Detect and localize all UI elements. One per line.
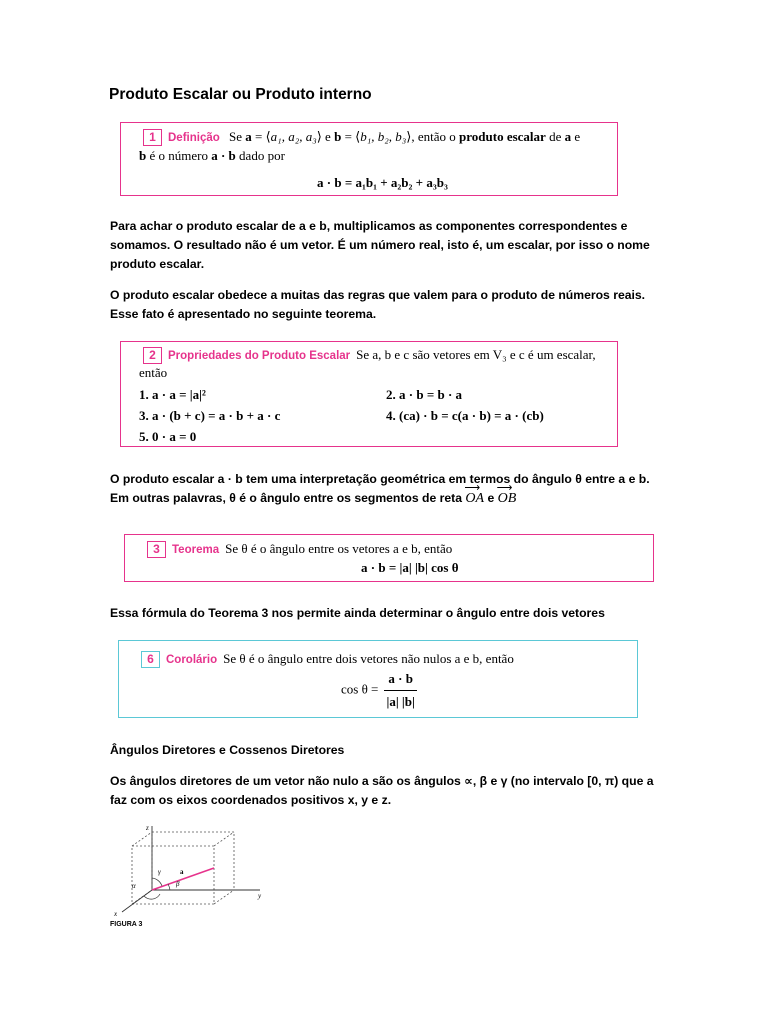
box-number: 3 (147, 541, 166, 558)
corollary-box: 6 Corolário Se θ é o ângulo entre dois vetores não nulos a e b, então cos θ = $\frac{a \cdot b}{|a| |b|}$ (118, 640, 638, 718)
box-number: 6 (141, 651, 160, 668)
property-3: 3. a · (b + c) = a · b + a · c (139, 408, 281, 423)
axis-z-label: z (146, 824, 149, 832)
section-heading-angles: Ângulos Diretores e Cossenos Diretores (110, 743, 345, 757)
paragraph-3: O produto escalar a · b tem uma interpretação geométrica em termos do ângulo θ entre a e b. Em outras palavras, θ é o ângulo entre os segmentos de reta ⟶ OA e ⟶ OB (110, 470, 670, 508)
paragraph-5: Os ângulos diretores de um vetor não nulo a são os ângulos ∝, β e γ (no intervalo [0, π) que a faz com os eixos coordenados positivos x, y e z. (110, 774, 654, 807)
paragraph-4: Essa fórmula do Teorema 3 nos permite ainda determinar o ângulo entre dois vetores (110, 606, 605, 620)
theorem-formula: a · b = |a| |b| cos θ (361, 560, 459, 575)
box-number: 2 (143, 347, 162, 364)
properties-intro: 2 Propriedades do Produto Escalar Se a, b e c são vetores em V₃ e c é um escalar, (143, 347, 596, 364)
paragraph-1: Para achar o produto escalar de a e b, multiplicamos as componentes correspondentes e somamos. O resultado não é um vetor. É um número real, isto é, um escalar, por isso o nome produto escalar. (110, 219, 650, 271)
box-tag: Definição (168, 132, 220, 144)
properties-box: 2 Propriedades do Produto Escalar Se a, b e c são vetores em V₃ e c é um escalar, então 1. a · a = |a|² 2. a · b = b · a 3. a · (b + c) = a · b + a · c 4. (ca) · b = c(a · b) = a · (cb) 5. 0 · a = 0 (120, 341, 618, 447)
paragraph-2: O produto escalar obedece a muitas das regras que valem para o produto de números reais. Esse fato é apresentado no seguinte teorema. (110, 288, 646, 321)
page-title: Produto Escalar ou Produto interno (109, 86, 372, 103)
beta-label: β (176, 880, 180, 888)
axis-x-label: x (114, 910, 118, 918)
figure-3-diagram (110, 822, 280, 920)
vector-label: a (180, 868, 184, 876)
definition-line2: b é o número a · b dado por (139, 148, 285, 163)
segment-oa: ⟶ OA (465, 491, 484, 506)
definition-line1: 1 Definição Se a = ⟨a₁, a₂, a₃⟩ e b = ⟨b₁, b₂, b₃⟩, então o produto escalar de a e (143, 129, 580, 146)
property-5: 5. 0 · a = 0 (139, 429, 197, 444)
box-tag: Propriedades do Produto Escalar (168, 350, 351, 362)
theorem-box: 3 Teorema Se θ é o ângulo entre os vetores a e b, então a · b = |a| |b| cos θ (124, 534, 654, 582)
property-4: 4. (ca) · b = c(a · b) = a · (cb) (386, 408, 544, 423)
box-number: 1 (143, 129, 162, 146)
definition-formula: a · b = a₁b₁ + a₂b₂ + a₃b₃ (317, 175, 448, 190)
box-tag: Teorema (172, 544, 220, 556)
gamma-label: γ (158, 868, 161, 876)
segment-ob: ⟶ OB (498, 491, 517, 506)
property-2: 2. a · b = b · a (386, 387, 463, 402)
property-1: 1. a · a = |a|² (139, 387, 206, 402)
definition-box (120, 122, 618, 196)
alpha-label: α (132, 882, 136, 890)
box-tag: Corolário (166, 654, 218, 666)
figure-caption: FIGURA 3 (110, 921, 143, 928)
corollary-formula: cos θ = $\frac{a \cdot b}{|a| |b|}$ (341, 671, 417, 710)
axis-y-label: y (258, 892, 262, 900)
